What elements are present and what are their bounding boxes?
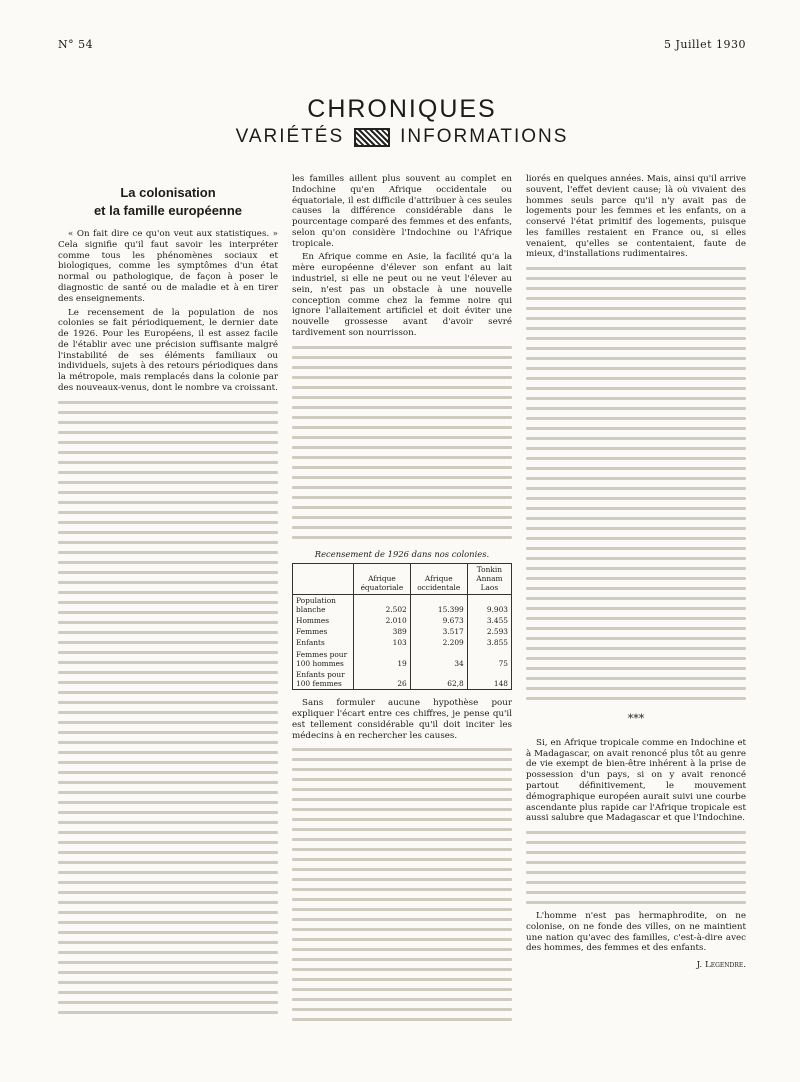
census-table xyxy=(292,563,512,690)
paragraph: L'homme n'est pas hermaphrodite, on ne colonise, on ne fonde des villes, on ne maintient une nation qu'avec des familles, c'est-à-dire avec des hommes, des femmes et des enfants. xyxy=(526,911,746,954)
text-continuation xyxy=(292,748,512,1021)
paragraph: En Afrique comme en Asie, la facilité qu'a la mère européenne d'élever son enfant au lait industriel, si elle ne peut ou ne veut l'élever au sein, n'est pas un obstacle à une nouvelle conception comme chez la femme noire qui ignore l'allaitement artificiel et doit éviter une nouvelle grossesse avant d'avoir sevré tardivement son nourrisson. xyxy=(292,252,512,338)
paragraph: liorés en quelques années. Mais, ainsi qu'il arrive souvent, l'effet devient cause; là où vivaient des hommes seuls parce qu'il n'y avait pas de logements pour les femmes et les enfants, on a conservé l'état primitif des logements, puisque les familles restaient en France ou, si elles venaient, qu'elles se contentaient, faute de mieux, d'installations rudimentaires. xyxy=(526,174,746,260)
article-title xyxy=(58,184,278,219)
text-continuation xyxy=(58,401,278,1014)
table-cell: 389 xyxy=(354,626,411,637)
paragraph: les familles aillent plus souvent au complet en Indochine qu'en Afrique occidentale ou équatoriale, il est difficile d'attribuer à ces seules causes la différence considérable dans le pourcentage comparé des femmes et des enfants, selon qu'on considère l'Indochine ou l'Afrique tropicale. xyxy=(292,174,512,249)
table-row xyxy=(293,626,512,637)
table-row xyxy=(293,669,512,690)
column-1 xyxy=(58,174,278,1028)
text-continuation xyxy=(526,267,746,700)
table-cell: 3.517 xyxy=(410,626,467,637)
table-cell: 15.399 xyxy=(410,594,467,615)
article-title-line1: La colonisation xyxy=(120,185,216,200)
table-cell: Femmes pour 100 hommes xyxy=(296,649,348,668)
table-header-row xyxy=(293,564,512,595)
table-cell: 26 xyxy=(354,669,411,690)
masthead-logo-icon xyxy=(354,128,390,147)
table-caption: Recensement de 1926 dans nos colonies. xyxy=(314,548,490,559)
table-cell: 3.455 xyxy=(467,615,511,626)
table-header: Afrique équatoriale xyxy=(354,564,411,595)
table-row xyxy=(293,615,512,626)
table-cell: 9.903 xyxy=(467,594,511,615)
table-cell: 148 xyxy=(467,669,511,690)
table-cell: 9.673 xyxy=(410,615,467,626)
paragraph: Si, en Afrique tropicale comme en Indochine et à Madagascar, on avait renoncé plus tôt au genre de vie exempt de bien-être inhérent à la prise de possession d'un pays, si on y avait renoncé partout définitivement, le mouvement démographique européen aurait suivi une courbe ascendante plus rapide car l'Afrique tropicale est aussi salubre que Madagascar et que l'Indochine. xyxy=(526,737,746,824)
table-row xyxy=(293,649,512,669)
table-cell: 75 xyxy=(467,649,511,669)
masthead-subtitle xyxy=(58,126,746,148)
issue-number: N° 54 xyxy=(58,38,94,51)
section-separator: *** xyxy=(627,712,645,726)
text-continuation xyxy=(526,831,746,904)
masthead-right: INFORMATIONS xyxy=(400,126,569,147)
table-header xyxy=(293,564,354,595)
table-cell: 103 xyxy=(354,637,411,648)
table-cell: Enfants xyxy=(296,638,325,648)
masthead-title: CHRONIQUES xyxy=(307,95,497,123)
paragraph: Sans formuler aucune hypothèse pour expliquer l'écart entre ces chiffres, je pense qu'il est tellement considérable qu'il doit inciter les médecins à en rechercher les causes. xyxy=(292,698,512,741)
table-cell: Hommes xyxy=(296,616,330,625)
table-cell: Femmes xyxy=(296,627,328,637)
text-continuation xyxy=(292,346,512,539)
table-cell: 2.593 xyxy=(467,626,511,637)
column-3 xyxy=(526,174,746,1028)
paragraph: « On fait dire ce qu'on veut aux statistiques. » Cela signifie qu'il faut savoir les interpréter comme tous les phénomènes sociaux et biologiques, comme les symptômes d'un état normal ou pathologique, de façon à poser le diagnostic de santé ou de maladie et à en tirer des enseignements. xyxy=(58,229,278,304)
table-cell: Population blanche xyxy=(296,595,336,614)
issue-date: 5 Juillet 1930 xyxy=(664,38,746,51)
table-cell: 2.209 xyxy=(410,637,467,648)
table-row xyxy=(293,637,512,648)
article-title-line2: et la famille européenne xyxy=(93,202,243,218)
table-cell: 2.502 xyxy=(354,594,411,615)
author-signature: J. Legendre. xyxy=(696,960,746,971)
table-header: Tonkin Annam Laos xyxy=(467,564,511,595)
table-cell: 2.010 xyxy=(354,615,411,626)
table-row xyxy=(293,594,512,615)
table-cell: 19 xyxy=(354,649,411,669)
masthead xyxy=(58,95,746,148)
table-cell: 62,8 xyxy=(410,669,467,690)
table-header: Afrique occidentale xyxy=(410,564,467,595)
column-2 xyxy=(292,174,512,1028)
page-header xyxy=(58,38,746,51)
table-cell: 3.855 xyxy=(467,637,511,648)
table-cell: 34 xyxy=(410,649,467,669)
paragraph: Le recensement de la population de nos colonies se fait périodiquement, le dernier date de 1926. Pour les Européens, il est assez facile de l'établir avec une précision suffisante malgré l'instabilité de ses éléments familiaux ou individuels, sujets à des retours périodiques dans la métropole, mais remplacés dans la colonie par des nouveaux-venus, dont le nombre va croissant. xyxy=(58,307,278,394)
article-columns xyxy=(58,174,746,1028)
table-cell: Enfants pour 100 femmes xyxy=(296,669,345,689)
masthead-left: VARIÉTÉS xyxy=(235,126,345,147)
